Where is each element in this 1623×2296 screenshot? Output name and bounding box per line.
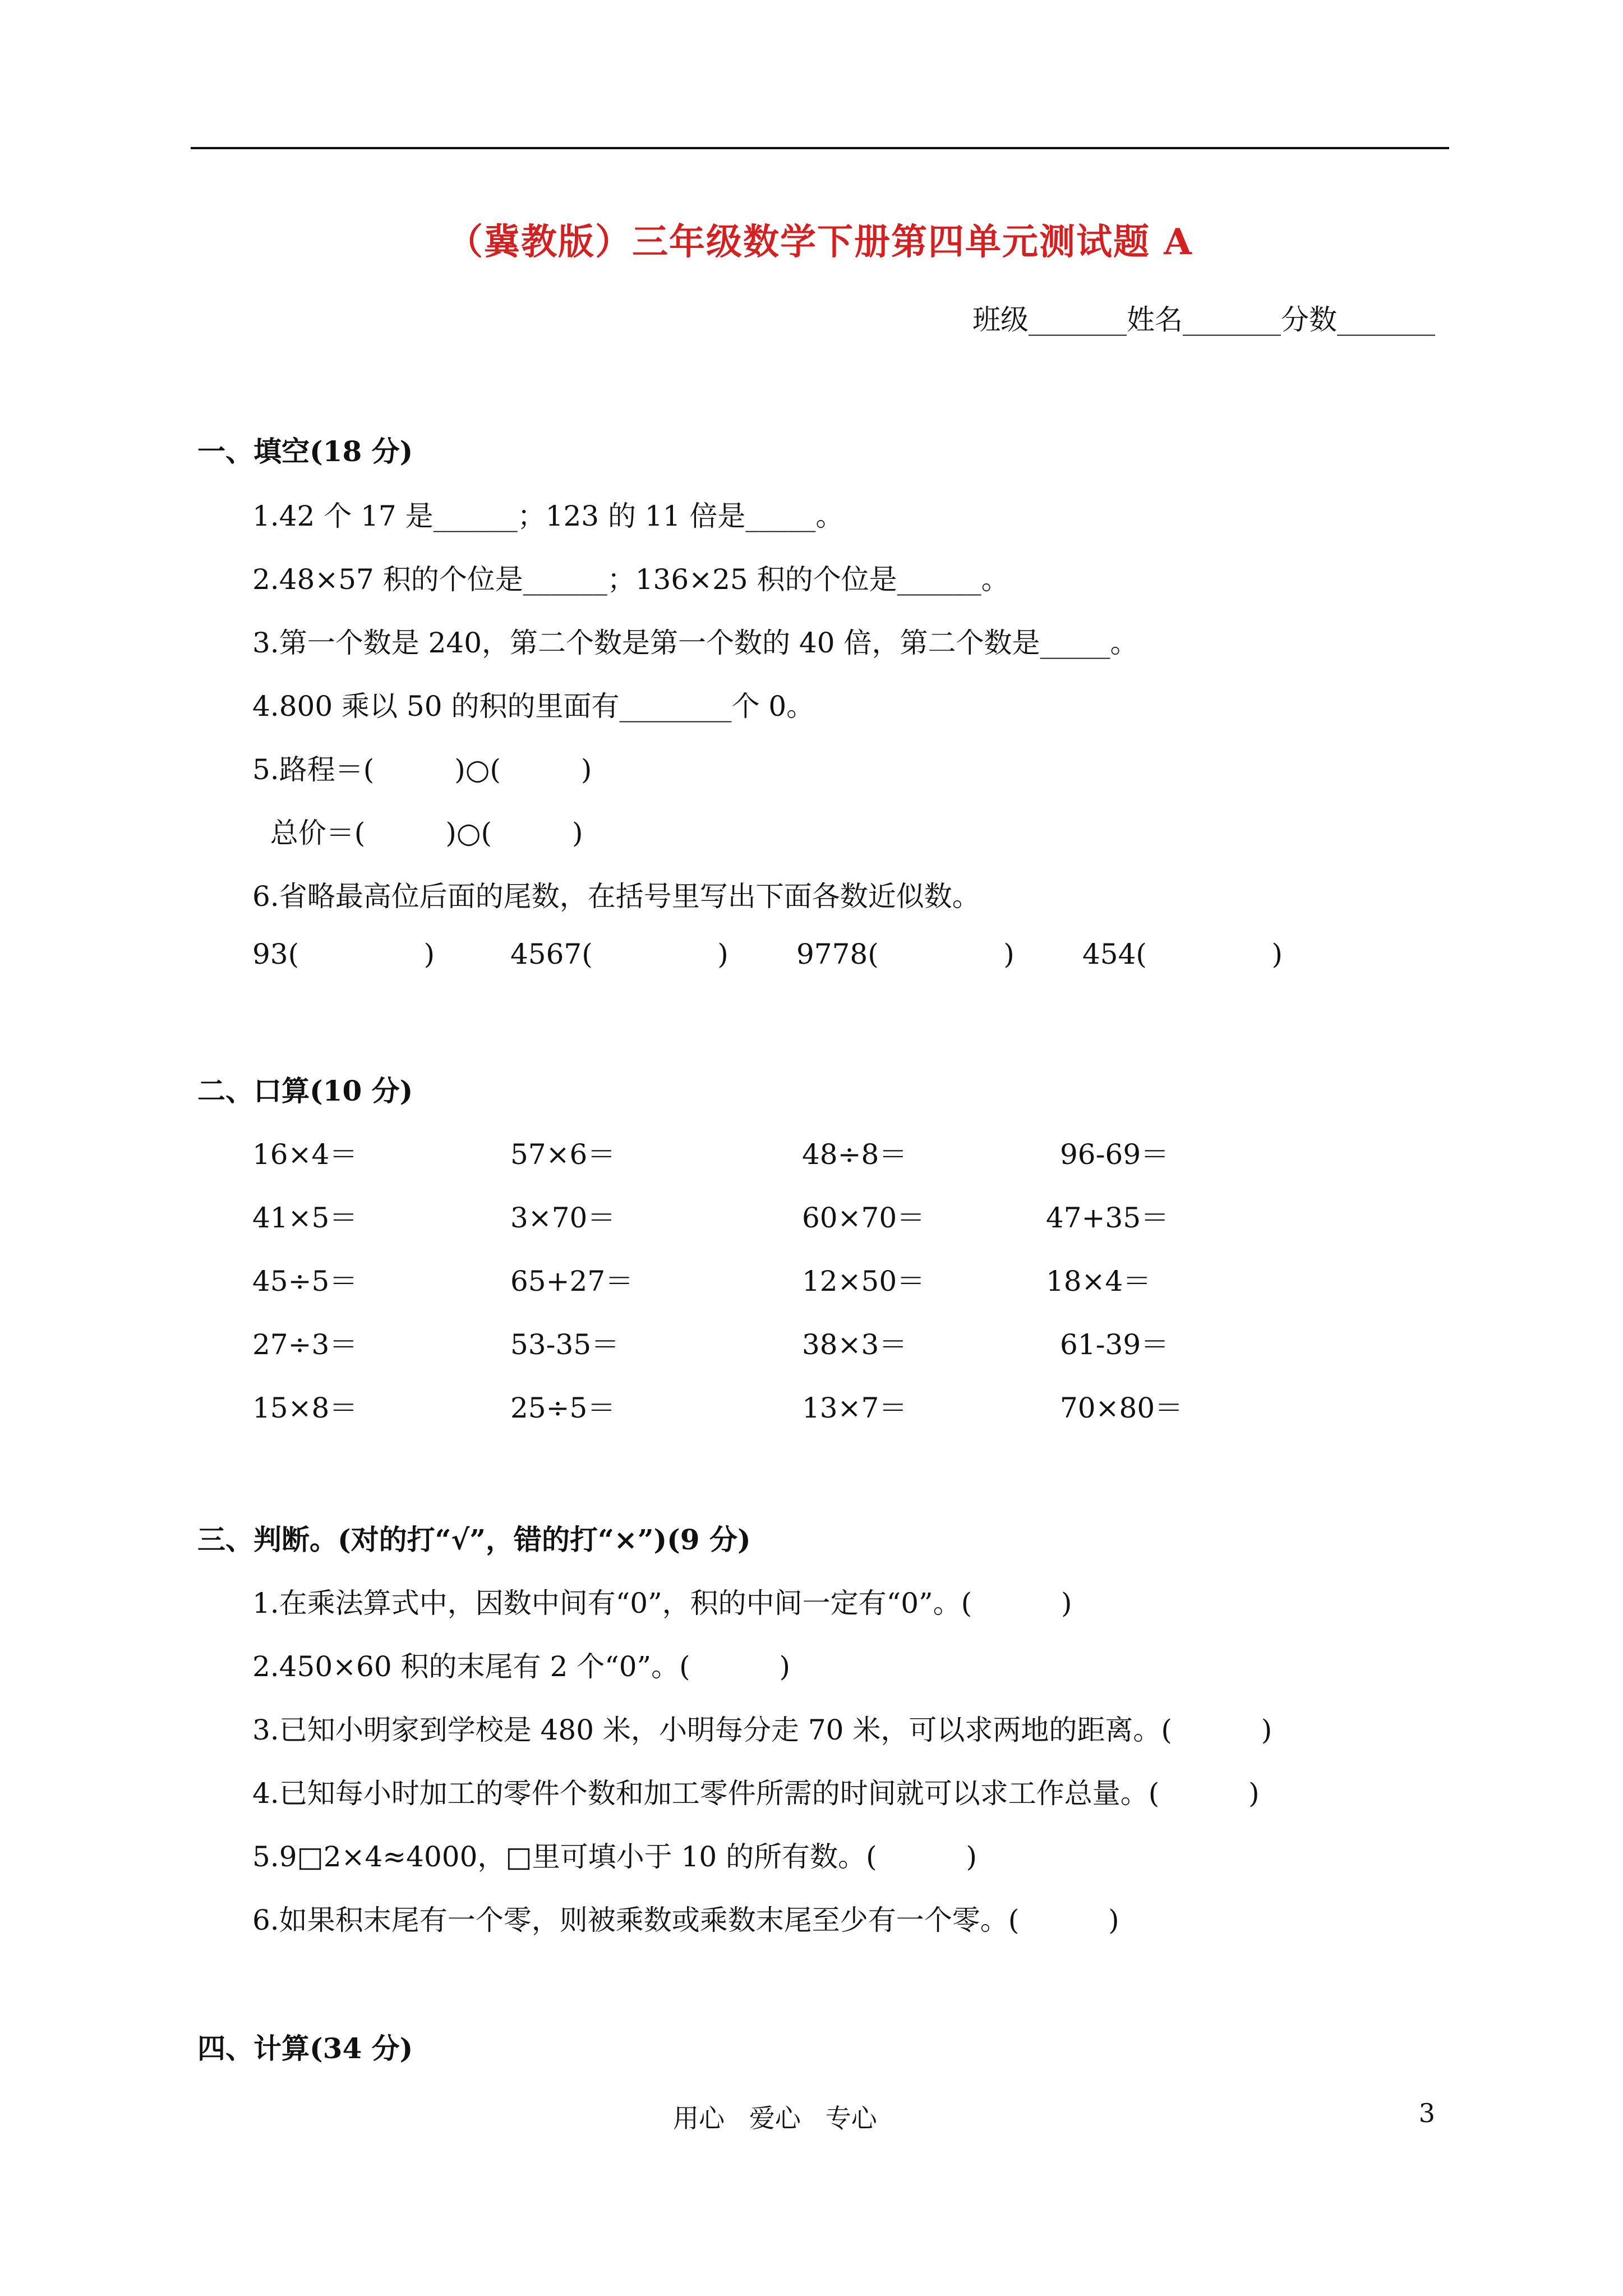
oral-item: 47+35＝ <box>1046 1202 1169 1234</box>
section-3-heading: 三、判断。(对的打“√”，错的打“×”)(9 分) <box>197 1523 751 1556</box>
oral-item: 13×7＝ <box>802 1392 907 1424</box>
section-4-heading: 四、计算(34 分) <box>197 2032 413 2065</box>
oral-item: 65+27＝ <box>510 1265 634 1297</box>
oral-item: 16×4＝ <box>252 1138 358 1171</box>
oral-item: 53-35＝ <box>510 1328 620 1361</box>
oral-item: 70×80＝ <box>1060 1392 1183 1424</box>
question-1-3: 3.第一个数是 240，第二个数是第一个数的 40 倍，第二个数是_____。 <box>252 627 1138 659</box>
question-1-5b: 总价＝( )○( ) <box>252 817 583 849</box>
oral-item: 60×70＝ <box>802 1202 925 1234</box>
oral-item: 27÷3＝ <box>252 1328 358 1361</box>
judge-2: 2.450×60 积的末尾有 2 个“0”。( ) <box>252 1650 791 1683</box>
judge-3: 3.已知小明家到学校是 480 米，小明每分走 70 米，可以求两地的距离。( ) <box>252 1714 1272 1746</box>
oral-item: 38×3＝ <box>802 1328 907 1361</box>
page-number: 3 <box>1418 2098 1435 2128</box>
question-1-2: 2.48×57 积的个位是______；136×25 积的个位是______。 <box>252 563 1009 596</box>
judge-1: 1.在乘法算式中，因数中间有“0”，积的中间一定有“0”。( ) <box>252 1587 1072 1619</box>
section-2-heading: 二、口算(10 分) <box>197 1074 413 1107</box>
question-1-5a: 5.路程＝( )○( ) <box>252 753 592 786</box>
oral-item: 45÷5＝ <box>252 1265 358 1297</box>
judge-5: 5.9□2×4≈4000，□里可填小于 10 的所有数。( ) <box>252 1841 978 1873</box>
page-title: （冀教版）三年级数学下册第四单元测试题 A <box>447 221 1193 263</box>
oral-item: 61-39＝ <box>1060 1328 1169 1361</box>
oral-item: 12×50＝ <box>802 1265 925 1297</box>
oral-item: 48÷8＝ <box>802 1138 907 1171</box>
judge-4: 4.已知每小时加工的零件个数和加工零件所需的时间就可以求工作总量。( ) <box>252 1777 1260 1810</box>
approx-item: 454( ) <box>1082 938 1283 970</box>
oral-item: 3×70＝ <box>510 1202 616 1234</box>
footer-motto: 用心 爱心 专心 <box>673 2103 877 2133</box>
oral-item: 18×4＝ <box>1046 1265 1151 1297</box>
oral-item: 15×8＝ <box>252 1392 358 1424</box>
question-1-1: 1.42 个 17 是______；123 的 11 倍是_____。 <box>252 500 844 532</box>
judge-6: 6.如果积末尾有一个零，则被乘数或乘数末尾至少有一个零。( ) <box>252 1904 1119 1936</box>
question-1-6: 6.省略最高位后面的尾数，在括号里写出下面各数近似数。 <box>252 880 980 913</box>
approx-item: 93( ) <box>252 938 435 970</box>
approx-item: 4567( ) <box>510 938 728 970</box>
oral-item: 25÷5＝ <box>510 1392 616 1424</box>
question-1-4: 4.800 乘以 50 的积的里面有________个 0。 <box>252 690 815 723</box>
student-info-line: 班级_______姓名_______分数_______ <box>972 303 1435 336</box>
header-rule <box>191 147 1449 149</box>
approx-item: 9778( ) <box>796 938 1015 970</box>
oral-item: 57×6＝ <box>510 1138 616 1171</box>
oral-item: 96-69＝ <box>1060 1138 1169 1171</box>
section-1-heading: 一、填空(18 分) <box>197 435 413 468</box>
oral-item: 41×5＝ <box>252 1202 358 1234</box>
